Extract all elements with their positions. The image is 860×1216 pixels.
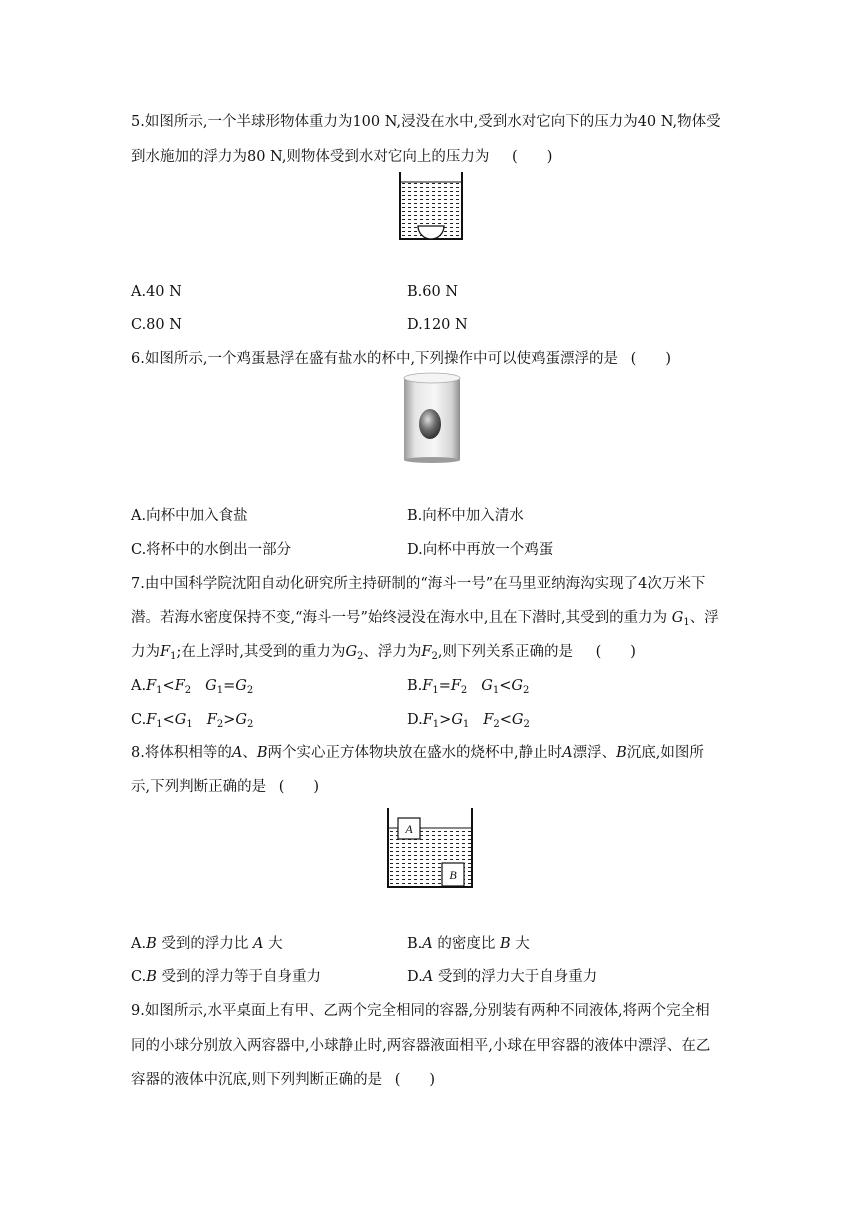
q8-fig-label-b: B (449, 868, 457, 882)
q7-option-d: $D.F_1>G_1$ $F_2<G_2$ (407, 712, 530, 730)
q5-option-b: B.60 N (407, 284, 459, 300)
q9-answer-paren: ( ) (394, 1072, 436, 1088)
q7-sub: 2 (431, 651, 438, 662)
q5-line2-text: 到水施加的浮力为80 N,则物体受到水对它向上的压力为 (131, 149, 490, 165)
q8-fig-label-a: A (405, 822, 413, 836)
q7-g1: G (671, 610, 684, 626)
q7-line1: 7.由中国科学院沈阳自动化研究所主持研制的“海斗一号”在马里亚纳海沟实现了4次万米下 (131, 576, 706, 592)
q7-sub: 1 (170, 651, 177, 662)
q6-egg-cup-figure (400, 372, 464, 464)
q7-option-a: $A.F_1<F_2$ $G_1=G_2$ (131, 678, 254, 696)
q7-f1: F (160, 644, 171, 660)
q6-answer-paren: ( ) (630, 351, 671, 367)
q5-line1: 5.如图所示,一个半球形物体重力为100 N,浸没在水中,受到水对它向下的压力为40 N,物体受 (131, 114, 721, 130)
q6-option-b: B.向杯中加入清水 (407, 508, 524, 524)
q8-option-a: A.B 受到的浮力比 A 大 (131, 936, 283, 952)
q9-line2: 同的小球分别放入两容器中,小球静止时,两容器液面相平,小球在甲容器的液体中漂浮、在乙 (131, 1038, 711, 1054)
q8-line1: 8.将体积相等的A、B两个实心正方体物块放在盛水的烧杯中,静止时A漂浮、B沉底,如图所 (131, 745, 704, 761)
q5-line2 (131, 147, 552, 167)
q7-option-c: $C.F_1<G_1$ $F_2>G_2$ (131, 712, 254, 730)
q6-option-c: C.将杯中的水倒出一部分 (131, 542, 292, 558)
q5-answer-paren: ( ) (512, 149, 553, 165)
q5-option-d: D.120 N (407, 317, 468, 333)
q6-option-a: A.向杯中加入食盐 (131, 508, 248, 524)
q5-option-c: C.80 N (131, 317, 182, 333)
q7-sep: 、浮 (689, 610, 719, 626)
q7-answer-paren: ( ) (595, 644, 636, 660)
q7-option-b: $B.F_1=F_2$ $G_1<G_2$ (407, 678, 530, 696)
q7-f2: F (421, 644, 432, 660)
q5-hemisphere-figure (396, 170, 466, 242)
q8-option-c: C.B 受到的浮力等于自身重力 (131, 969, 321, 985)
q6-line1-text: 6.如图所示,一个鸡蛋悬浮在盛有盐水的杯中,下列操作中可以使鸡蛋漂浮的是 (131, 351, 619, 367)
q8-option-d: D.A 受到的浮力大于自身重力 (407, 969, 598, 985)
q6-line1 (131, 349, 671, 369)
q8-line2: 示,下列判断正确的是 ( ) (131, 779, 320, 795)
q9-line1: 9.如图所示,水平桌面上有甲、乙两个完全相同的容器,分别装有两种不同液体,将两个完全相 (131, 1003, 710, 1019)
q7-line2-text: 潜。若海水密度保持不变,“海斗一号”始终浸没在海水中,且在下潜时,其受到的重力为 (131, 610, 668, 626)
q8-blocks-figure (384, 806, 476, 890)
q9-line3: 容器的液体中沉底,则下列判断正确的是 ( ) (131, 1072, 436, 1088)
q8-answer-paren: ( ) (278, 779, 320, 795)
q7-sub: 1 (683, 617, 690, 628)
q7-line2 (131, 608, 719, 628)
q7-line3-text: ,则下列关系正确的是 (437, 644, 573, 660)
q7-line3 (131, 642, 636, 662)
q7-line3-text: ;在上浮时,其受到的重力为 (176, 644, 346, 660)
q7-line3-text: 、浮力为 (363, 644, 422, 660)
q8-option-b: B.A 的密度比 B 大 (407, 936, 530, 952)
q7-line3-text: 力为 (131, 644, 160, 660)
q5-option-a: A.40 N (131, 284, 182, 300)
q7-sub: 2 (357, 651, 364, 662)
q7-g2: G (345, 644, 358, 660)
q6-option-d: D.向杯中再放一个鸡蛋 (407, 542, 554, 558)
